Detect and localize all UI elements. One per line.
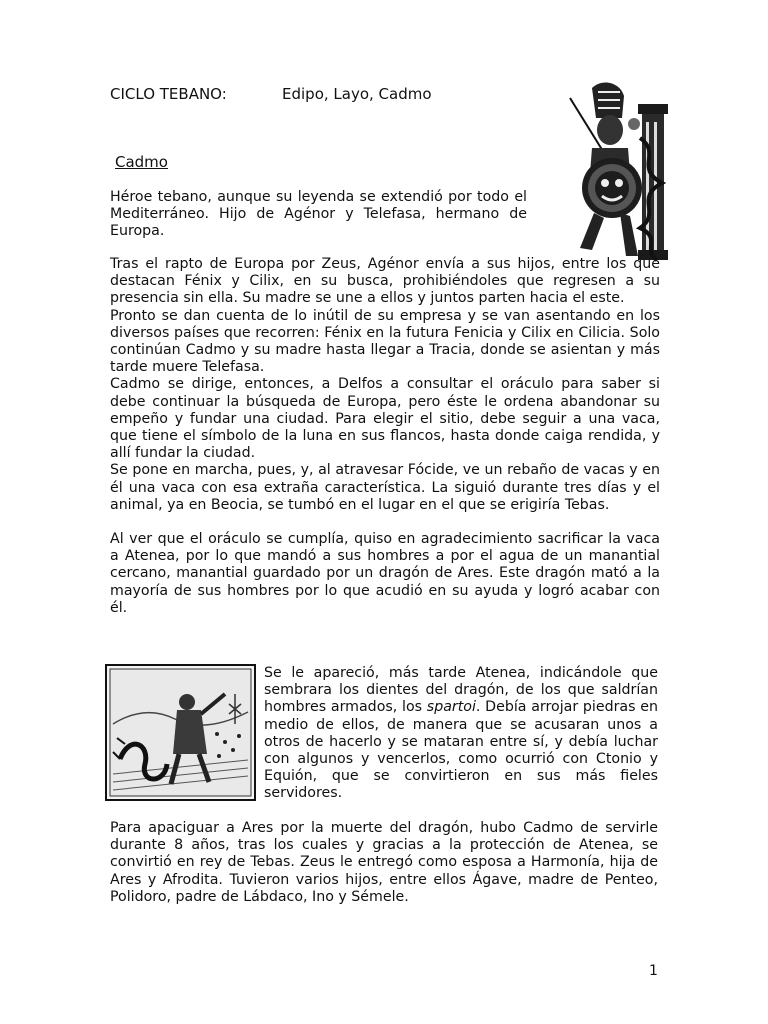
paragraph-7 (264, 665, 658, 803)
spartoi-term: spartoi (426, 699, 476, 716)
paragraph-6: Al ver que el oráculo se cumplía, quiso en agradecimiento sacrificar la vaca a Atenea, por lo que mandó a sus hombres a por el agua de un manantial cercano, manantial guardado por un dragón de Ares. Este dragón mató a la mayoría de sus hombres por lo que acudió en su ayuda y logró acabar con él. (110, 531, 660, 616)
paragraph-4: Cadmo se dirige, entonces, a Delfos a consultar el oráculo para saber si debe continuar la búsqueda de Europa, pero éste le ordena abandonar su empeño y fundar una ciudad. Para elegir el sitio, debe seguir a una vaca, que tiene el símbolo de la luna en sus flancos, hasta donde caiga rendida, y allí fundar la ciudad. (110, 376, 660, 462)
warrior-illustration (562, 78, 670, 264)
page-number: 1 (649, 963, 658, 979)
page-heading (110, 85, 432, 103)
cadmus-dragon-illustration (105, 664, 256, 801)
heading-names: Edipo, Layo, Cadmo (282, 85, 432, 103)
paragraph-1 (110, 189, 527, 241)
paragraph-group (110, 256, 660, 617)
paragraph-7-end: . Debía arrojar piedras en medio de ellos, de manera que se acusaran unos a otros de hacerlo y se mataran entre sí, y debía luchar con algunos y vencerlos, como ocurrió con Ctonio y Equión, que se convirtieron en sus más fieles servidores. (264, 699, 658, 802)
heading-label: CICLO TEBANO: (110, 85, 227, 103)
paragraph-8 (110, 820, 658, 906)
paragraph-text: Héroe tebano, aunque su leyenda se extendió por todo el Mediterráneo. Hijo de Agénor y Telefasa, hermano de Europa. (110, 189, 527, 240)
paragraph-3: Pronto se dan cuenta de lo inútil de su empresa y se van asentando en los diversos países que recorren: Fénix en la futura Fenicia y Cilix en Cilicia. Solo continúan Cadmo y su madre hasta llegar a Tracia, donde se asientan y más tarde muere Telefasa. (110, 307, 660, 376)
paragraph-text: Para apaciguar a Ares por la muerte del dragón, hubo Cadmo de servirle durante 8 años, tras los cuales y gracias a la protección de Atenea, se convirtió en rey de Tebas. Zeus le entregó como esposa a Harmonía, hija de Ares y Afrodita. Tuvieron varios hijos, entre ellos Ágave, madre de Penteo, Polidoro, padre de Lábdaco, Ino y Sémele. (110, 820, 658, 905)
paragraph-2: Tras el rapto de Europa por Zeus, Agénor envía a sus hijos, entre los que destacan Fénix y Cilix, en su busca, prohibiéndoles que regresen a su presencia sin ella. Su madre se une a ellos y juntos parten hacia el este. (110, 256, 660, 307)
section-title: Cadmo (115, 153, 168, 171)
paragraph-7-start: Se le apareció, más tarde Atenea, indicándole que sembrara los dientes del dragón, de los que saldrían hombres armados, los (264, 665, 658, 716)
paragraph-5: Se pone en marcha, pues, y, al atravesar Fócide, ve un rebaño de vacas y en él una vaca con esa extraña característica. La siguió durante tres días y el animal, ya en Beocia, se tumbó en el lugar en el que se erigiría Tebas. (110, 462, 660, 513)
